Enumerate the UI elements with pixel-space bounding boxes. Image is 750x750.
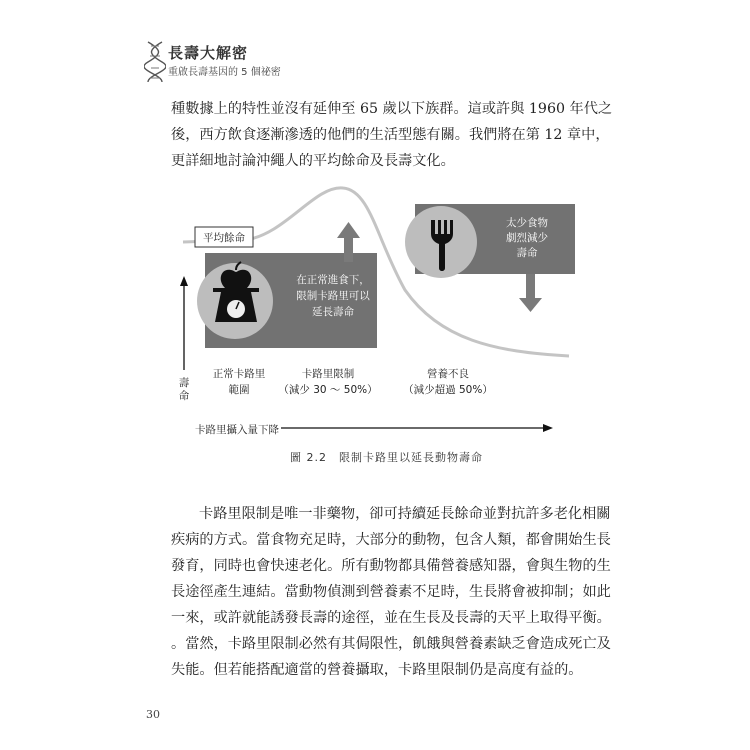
text-line: 失能。但若能搭配適當的營養攝取，卡路里限制仍是高度有益的。: [171, 662, 583, 678]
down-arrow-head: [519, 298, 542, 312]
y-axis-arrowhead: [180, 276, 188, 286]
text-line: 後，西方飲食逐漸滲透的他們的生活型態有關。我們將在第 12 章中，: [171, 127, 610, 143]
down-arrow-shaft: [526, 274, 535, 298]
figure-calorie-restriction: [165, 180, 585, 440]
col2-line: （減少 30 ～ 50%）: [278, 384, 378, 396]
box1-line: 延長壽命: [312, 306, 354, 318]
up-arrow-head: [337, 222, 360, 238]
text-line: 長途徑產生連結。當動物偵測到營養素不足時，生長將會被抑制；如此: [171, 584, 611, 600]
col1-line: 範圍: [228, 384, 250, 396]
up-arrow-shaft: [344, 238, 353, 262]
text-line: 一來，或許就能誘發長壽的途徑，並在生長及長壽的天平上取得平衡。: [171, 610, 611, 626]
x-axis-arrowhead: [543, 424, 553, 432]
figure-caption: 圖 2.2 限制卡路里以延長動物壽命: [290, 451, 483, 464]
y-axis-label: 壽命: [178, 377, 190, 402]
box2-line: 劇烈減少: [506, 232, 548, 244]
average-life-label: 平均餘命: [203, 232, 245, 244]
label-normal-calories: [199, 366, 279, 398]
paragraph-body: [171, 501, 611, 683]
box2-line: 壽命: [516, 247, 538, 259]
col3-line: 營養不良: [427, 368, 469, 380]
box1-text: [291, 272, 375, 320]
text-line: 卡路里限制是唯一非藥物，卻可持續延長餘命並對抗許多老化相關: [199, 506, 611, 522]
label-malnutrition: [393, 366, 503, 398]
dna-helix-icon: [144, 40, 166, 84]
col3-line: （減少超過 50%）: [403, 384, 493, 396]
x-axis-label: 卡路里攝入量下降: [195, 424, 279, 436]
book-subtitle: 重啟長壽基因的 5 個祕密: [168, 67, 281, 78]
text-line: 。當然，卡路里限制必然有其侷限性，飢餓與營養素缺乏會造成死亡及: [171, 636, 611, 652]
label-calorie-restriction: [273, 366, 383, 398]
text-line: 更詳細地討論沖繩人的平均餘命及長壽文化。: [171, 153, 455, 169]
text-line: 發育，同時也會快速老化。所有動物都具備營養感知器，會與生物的生: [171, 558, 611, 574]
col1-line: 正常卡路里: [212, 368, 266, 380]
box1-line: 限制卡路里可以: [296, 290, 370, 302]
box2-line: 太少食物: [506, 217, 548, 229]
box2-text: [483, 216, 571, 261]
book-title: 長壽大解密: [168, 44, 249, 62]
paragraph-intro: [171, 96, 613, 174]
page-number: 30: [146, 708, 160, 721]
text-line: 種數據上的特性並沒有延伸至 65 歲以下族群。這或許與 1960 年代之: [171, 101, 613, 117]
col2-line: 卡路里限制: [301, 368, 355, 380]
box1-line: 在正常進食下，: [296, 274, 370, 286]
text-line: 疾病的方式。當食物充足時，大部分的動物，包含人類，都會開始生長: [171, 532, 611, 548]
